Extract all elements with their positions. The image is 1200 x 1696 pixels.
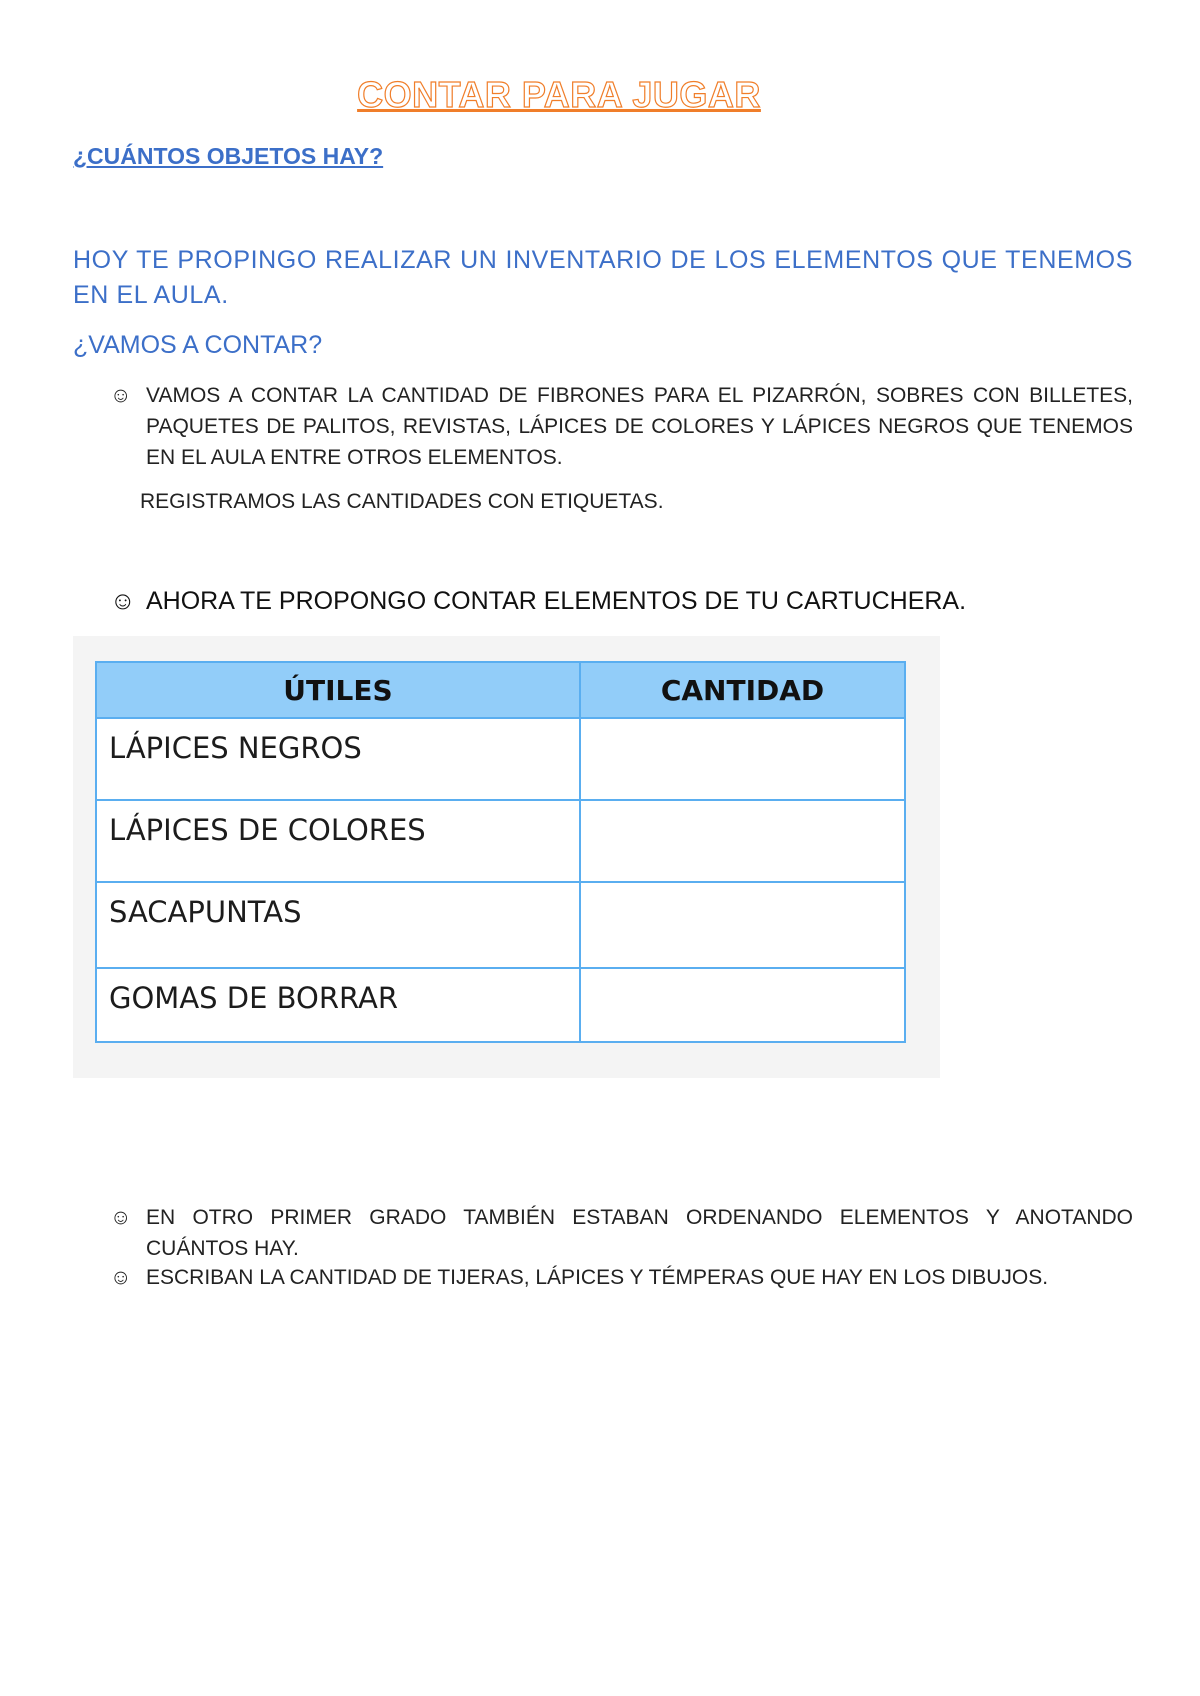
register-note: REGISTRAMOS LAS CANTIDADES CON ETIQUETAS. xyxy=(140,490,664,513)
bullet-text: ESCRIBAN LA CANTIDAD DE TIJERAS, LÁPICES Y TÉMPERAS QUE HAY EN LOS DIBUJOS. xyxy=(146,1266,1049,1289)
header-utiles: ÚTILES xyxy=(96,662,580,718)
bullet-pencil-case xyxy=(110,587,966,616)
item-cell: LÁPICES NEGROS xyxy=(96,718,580,800)
intro-paragraph: HOY TE PROPINGO REALIZAR UN INVENTARIO DE LOS ELEMENTOS QUE TENEMOS EN EL AULA. xyxy=(73,246,1133,309)
quantity-cell[interactable] xyxy=(580,800,905,882)
table-row xyxy=(96,882,905,968)
item-cell: GOMAS DE BORRAR xyxy=(96,968,580,1042)
inventory-table xyxy=(95,661,906,1043)
item-cell: LÁPICES DE COLORES xyxy=(96,800,580,882)
bullet-text: VAMOS A CONTAR LA CANTIDAD DE FIBRONES PARA EL PIZARRÓN, SOBRES CON BILLETES, PAQUETES DE PALITOS, REVISTAS, LÁPICES DE COLORES Y LÁPICES NEGROS QUE TENEMOS EN EL AULA ENTRE OTROS ELEMENTOS. xyxy=(146,384,1133,469)
table-header-row xyxy=(96,662,905,718)
subtitle: ¿CUÁNTOS OBJETOS HAY? xyxy=(73,143,384,169)
bullet-text: AHORA TE PROPONGO CONTAR ELEMENTOS DE TU CARTUCHERA. xyxy=(146,587,967,615)
smiley-icon: ☺ xyxy=(110,1206,132,1229)
smiley-icon: ☺ xyxy=(110,587,136,615)
bullet-count-classroom xyxy=(110,380,1133,473)
table-row xyxy=(96,800,905,882)
bullet-write-quantity xyxy=(110,1262,1133,1293)
quantity-cell[interactable] xyxy=(580,718,905,800)
page-title: CONTAR PARA JUGAR xyxy=(357,74,761,115)
table-row xyxy=(96,968,905,1042)
bullet-text: EN OTRO PRIMER GRADO TAMBIÉN ESTABAN ORDENANDO ELEMENTOS Y ANOTANDO CUÁNTOS HAY. xyxy=(146,1206,1133,1260)
header-cantidad: CANTIDAD xyxy=(580,662,905,718)
table-row xyxy=(96,718,905,800)
quantity-cell[interactable] xyxy=(580,968,905,1042)
question-heading: ¿VAMOS A CONTAR? xyxy=(73,331,323,359)
smiley-icon: ☺ xyxy=(110,384,132,407)
bullet-other-grade xyxy=(110,1202,1133,1264)
item-cell: SACAPUNTAS xyxy=(96,882,580,968)
quantity-cell[interactable] xyxy=(580,882,905,968)
smiley-icon: ☺ xyxy=(110,1266,132,1289)
